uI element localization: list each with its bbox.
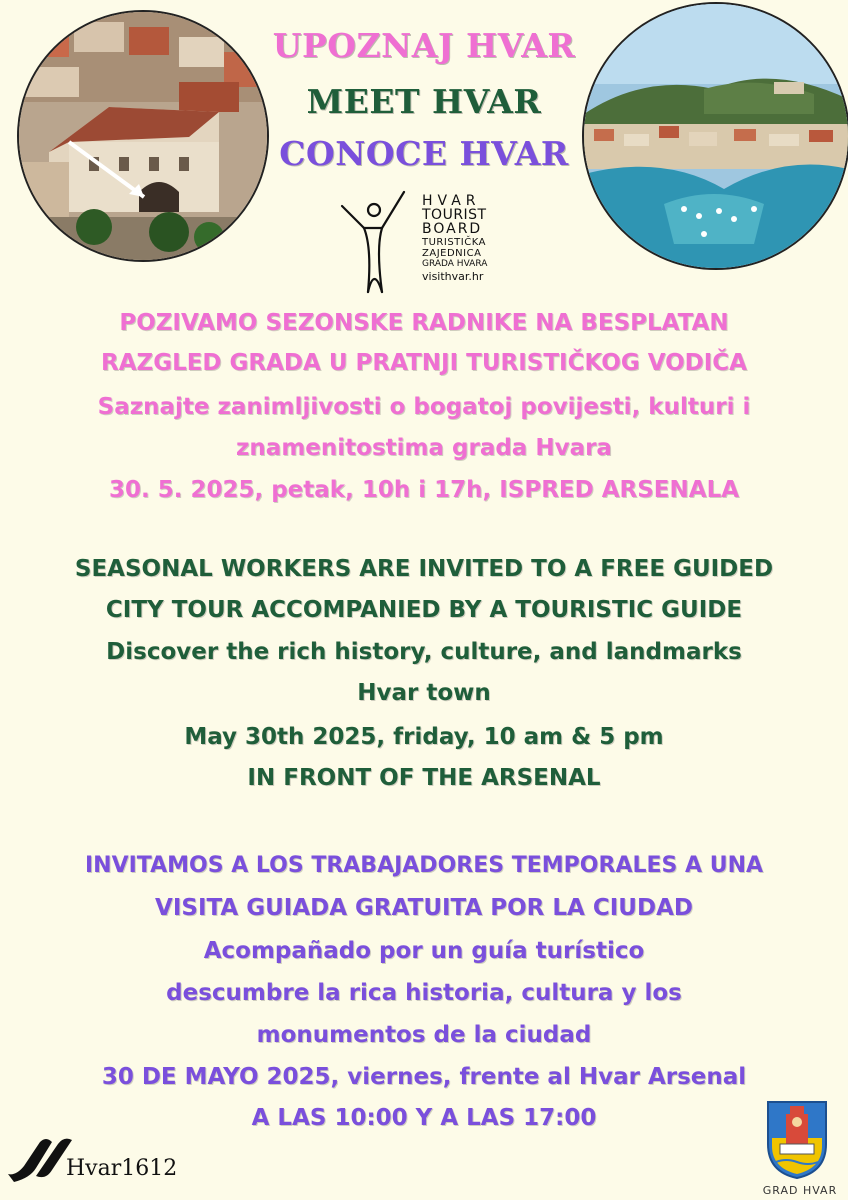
- en-line-2: CITY TOUR ACCOMPANIED BY A TOURISTIC GUIDE: [105, 597, 743, 623]
- hr-line-2: RAZGLED GRADA U PRATNJI TURISTIČKOG VODIČA: [101, 350, 747, 376]
- tourist-board-text: [422, 194, 532, 283]
- en-line-1: SEASONAL WORKERS ARE INVITED TO A FREE GUIDED: [74, 556, 774, 582]
- es-line-2: VISITA GUIADA GRATUITA POR LA CIUDAD: [155, 895, 693, 921]
- title-croatian: UPOZNAJ HVAR: [272, 26, 576, 65]
- es-line-6: 30 DE MAYO 2025, viernes, frente al Hvar Arsenal: [101, 1064, 747, 1090]
- coat-of-arms-icon: [766, 1098, 828, 1180]
- tb-line7: visithvar.hr: [422, 270, 484, 283]
- hr-line-5: 30. 5. 2025, petak, 10h i 17h, ISPRED ARSENALA: [108, 477, 740, 503]
- grad-hvar-logo: [758, 1098, 842, 1198]
- grad-hvar-label: GRAD HVAR: [762, 1184, 838, 1197]
- hvar1612-wordmark: [66, 1156, 177, 1181]
- es-line-5: monumentos de la ciudad: [256, 1022, 592, 1048]
- hr-line-1: POZIVAMO SEZONSKE RADNIKE NA BESPLATAN: [119, 310, 729, 336]
- en-line-3: Discover the rich history, culture, and landmarks: [106, 639, 742, 665]
- tb-line4: TURISTIČKA: [422, 237, 486, 248]
- en-line-6: IN FRONT OF THE ARSENAL: [247, 765, 601, 791]
- hvar1612-logo: [6, 1134, 176, 1194]
- tb-line6: GRADA HVARA: [422, 259, 488, 269]
- hvar1612-text: Hvar: [66, 1156, 122, 1181]
- en-line-4: Hvar town: [357, 680, 491, 706]
- en-line-5: May 30th 2025, friday, 10 am & 5 pm: [184, 724, 664, 750]
- hr-line-4: znamenitostima grada Hvara: [236, 435, 612, 461]
- es-line-3: Acompañado por un guía turístico: [203, 938, 645, 964]
- es-line-7: A LAS 10:00 Y A LAS 17:00: [251, 1105, 597, 1131]
- hvar1612-year: 1612: [121, 1156, 178, 1181]
- tb-line1: HVAR: [422, 193, 481, 209]
- tourist-board-figure-icon: [334, 188, 412, 294]
- tb-line2: TOURIST: [422, 207, 487, 223]
- title-english: MEET HVAR: [306, 82, 542, 121]
- title-spanish: CONOCE HVAR: [279, 134, 569, 173]
- hr-line-3: Saznajte zanimljivosti o bogatoj povijesti, kulturi i: [97, 394, 751, 420]
- tb-line3: BOARD: [422, 221, 483, 237]
- es-line-4: descumbre la rica historia, cultura y los: [166, 980, 682, 1006]
- es-line-1: INVITAMOS A LOS TRABAJADORES TEMPORALES A UNA: [84, 853, 764, 878]
- tourist-board-logo: [334, 186, 524, 294]
- tb-line5: ZAJEDNICA: [422, 248, 482, 259]
